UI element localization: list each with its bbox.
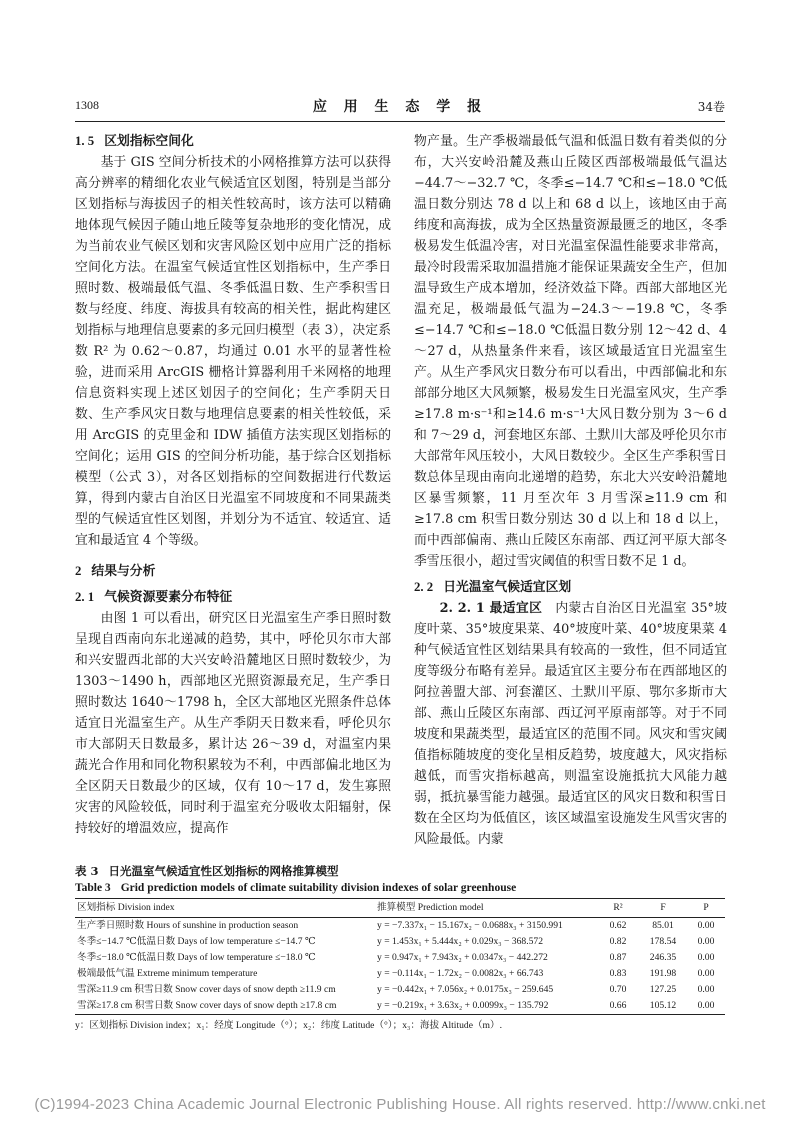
left-column [75,131,391,839]
section-heading-1-5: 1. 5 区划指标空间化 [75,134,194,149]
table-row: 生产季日照时数 Hours of sunshine in production season y = −7.337x₁ − 15.167x₂ − 0.0688x₃ + 3150.991 0.62 85.01 0.00 [77,920,715,931]
table-row: 冬季≤−14.7 ℃低温日数 Days of low temperature ≤−14.7 ℃ y = 1.453x₁ + 5.444x₂ + 0.029x₃ − 368.572 0.82 178.54 0.00 [77,936,715,947]
table-caption: 表 3 日光温室气候适宜性区划指标的网格推算模型 Table 3 Grid prediction models of climate suitability division indexes of solar greenhouse [75,864,517,894]
prediction-model-table [75,898,725,1015]
volume-label: 34卷 [697,100,725,114]
paragraph-continued: 物产量。生产季极端最低气温和低温日数有着类似的分布，大兴安岭沿麓及燕山丘陵区西部极端最低气温达−44.7～−32.7 ℃，冬季≤−14.7 ℃和≤−18.0 ℃低温日数分别达 78 d 以上和 68 d 以上，该地区由于高纬度和高海拔，成为全区热量资源最匮乏的地区，冬季极易发生低温冷害，对日光温室保温性能要求非常高，最冷时段需采取加温措施才能保证果蔬安全生产，但加温导致生产成本增加，经济效益下降。西部大部地区光温充足，极端最低气温为−24.3～−19.8 ℃，冬季≤−14.7 ℃和≤−18.0 ℃低温日数分别 12～42 d、4～27 d，从热量条件来看，该区域最适宜日光温室生产。从生产季风灾日数分布可以看出，中西部偏北和东部部分地区大风频繁，极易发生日光温室风灾，生产季≥17.8 m·s⁻¹和≥14.6 m·s⁻¹大风日数分别为 3～6 d 和 7～29 d，河套地区东部、土默川大部及呼伦贝尔市大部常年风压较小，大风日数较少。全区生产季积雪日数总体呈现由南向北递增的趋势，东北大兴安岭沿麓地区暴雪频繁，11 月至次年 3 月雪深≥11.9 cm 和≥17.8 cm 积雪日数分别达 30 d 以上和 18 d 以上，而中西部偏南、燕山丘陵区东南部、西辽河平原大部冬季雪压很小，超过雪灾阈值的积雪日数不足 1 d。 [414,134,727,569]
page-number: 1308 [75,98,99,112]
column-header: R² [597,899,639,918]
column-header: P [687,899,725,918]
table-row: 雪深≥11.9 cm 积雪日数 Snow cover days of snow depth ≥11.9 cm y = −0.442x₁ + 7.056x₂ + 0.0175x₃ − 259.645 0.70 127.25 0.00 [77,984,715,995]
table-header-row [75,899,725,918]
column-header: F [639,899,687,918]
section-heading-2-2: 2. 2 日光温室气候适宜区划 [414,580,572,595]
paragraph-2-1: 由图 1 可以看出，研究区日光温室生产季日照时数呈现自西南向东北递减的趋势，其中，呼伦贝尔市大部和兴安盟西北部的大兴安岭沿麓地区日照时数较少，为 1303～1490 h，西部地区光照资源最充足，生产季日照时数达 1640～1798 h，全区大部地区光照条件总体适宜日光温室生产。从生产季阴天日数来看，呼伦贝尔市大部阴天日数最多，累计达 26～39 d，对温室内果蔬光合作用和同化物积累较为不利，中西部偏北地区为全区阴天日数最少的区域，仅有 10～17 d，发生寡照灾害的风险较低，同时利于温室充分吸收太阳辐射，保持较好的增温效应，提高作 [75,611,391,836]
page-header [75,96,725,118]
right-column [414,131,727,850]
table-note: y：区划指标 Division index；x₁：经度 Longitude（°）；x₂：纬度 Latitude（°）；x₃：海拔 Altitude（m）. [75,1020,503,1031]
column-header: 区划指标 Division index [75,899,375,918]
table-row: 雪深≥17.8 cm 积雪日数 Snow cover days of snow depth ≥17.8 cm y = −0.219x₁ + 3.63x₂ + 0.0099x₃ − 135.792 0.66 105.12 0.00 [75,998,725,1015]
table-row: 极端最低气温 Extreme minimum temperature y = −0.114x₁ − 1.72x₂ − 0.0082x₃ + 66.743 0.83 191.98 0.00 [77,968,715,979]
header-rule [75,121,725,122]
section-heading-2-1: 2. 1 气候资源要素分布特征 [75,590,233,605]
table-row: 冬季≤−18.0 ℃低温日数 Days of low temperature ≤−18.0 ℃ y = 0.947x₁ + 7.943x₂ + 0.0347x₃ − 442.272 0.87 246.35 0.00 [77,952,715,963]
journal-title: 应 用 生 态 学 报 [312,99,488,115]
paragraph-2-2-1: 2. 2. 1 最适宜区 内蒙古自治区日光温室 35°坡度叶菜、35°坡度果菜、40°坡度叶菜、40°坡度果菜 4 种气候适宜性区划结果具有较高的一致性，但不同适宜度等级分布略有差异。最适宜区主要分布在西部地区的阿拉善盟大部、河套灌区、土默川平原、鄂尔多斯市大部、燕山丘陵区东南部、西辽河平原南部等。对于不同坡度和果蔬类型，最适宜区的范围不同。风灾和雪灾阈值指标随坡度的变化呈相反趋势，坡度越大，风灾指标越低，而雪灾指标越高，则温室设施抵抗大风能力越弱，抵抗暴雪能力越强。最适宜区的风灾日数和积雪日数在全区均为低值区，该区域温室设施发生风雪灾害的风险最低。内蒙 [414,601,728,847]
copyright-footer: (C)1994-2023 China Academic Journal Electronic Publishing House. All rights reserved. http://www.cnki.net [34,1096,766,1113]
paragraph-1-5: 基于 GIS 空间分析技术的小网格推算方法可以获得高分辨率的精细化农业气候适宜区划图，特别是当部分区划指标与海拔因子的相关性较高时，该方法可以精确地体现气候因子随山地丘陵等复杂地形的变化情况，成为当前农业气候区划和灾害风险区划中应用广泛的指标空间化方法。在温室气候适宜性区划指标中，生产季日照时数、极端最低气温、冬季低温日数、生产季积雪日数与经度、纬度、海拔具有较高的相关性，据此构建区划指标与地理信息要素的多元回归模型（表 3），决定系数 R² 为 0.62～0.87，均通过 0.01 水平的显著性检验，进而采用 ArcGIS 栅格计算器利用千米网格的地理信息资料实现上述区划因子的空间化；生产季阴天日数、生产季风灾日数与地理信息要素的相关性较低，采用 ArcGIS 的克里金和 IDW 插值方法实现区划指标的空间化；运用 GIS 的空间分析功能，基于综合区划指标模型（公式 3），对各区划指标的空间数据进行代数运算，得到内蒙古自治区日光温室不同坡度和不同果蔬类型的气候适宜性区划图，并划分为不适宜、较适宜、适宜和最适宜 4 个等级。 [75,155,391,548]
column-header: 推算模型 Prediction model [375,899,597,918]
section-heading-2: 2 结果与分析 [75,564,156,579]
